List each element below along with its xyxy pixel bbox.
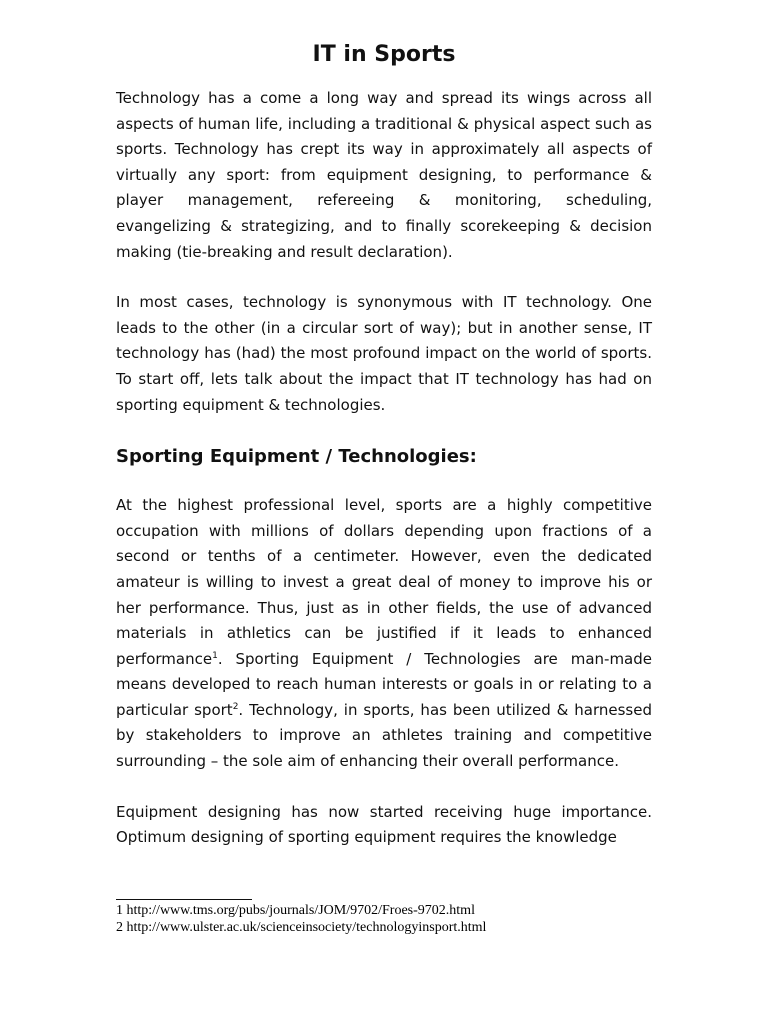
it-technology-paragraph: In most cases, technology is synonymous with IT technology. One leads to the other (in a circular sort of way); but in another sense, IT technology has (had) the most profound impact on the world of sports. To start off, lets talk about the impact that IT technology has had on sporting equipment & technologies. bbox=[116, 293, 652, 414]
footnotes bbox=[116, 902, 656, 936]
document-title: IT in Sports bbox=[312, 42, 456, 67]
sporting-equipment-paragraph bbox=[116, 493, 652, 775]
section-heading-sporting-equipment: Sporting Equipment / Technologies: bbox=[116, 446, 477, 468]
footnote-separator bbox=[116, 899, 252, 900]
footnote-2: 2 http://www.ulster.ac.uk/scienceinsociety/technologyinsport.html bbox=[116, 920, 487, 935]
footnote-ref-2: 2 bbox=[232, 701, 239, 712]
paragraph-text: At the highest professional level, sports are a highly competitive occupation with millions of dollars depending upon fractions of a second or tenths of a centimeter. However, even the dedicated amateur is willing to invest a great deal of money to improve his or her performance. Thus, just as in other fields, the use of advanced materials in athletics can be justified if it leads to enhanced performance bbox=[116, 496, 652, 668]
paragraph-text: . Sporting Equipment / Technologies are man-made means developed to reach human interests or goals in or relating to a particular sport bbox=[116, 649, 652, 719]
paragraph-text: . Technology, in sports, has been utilized & harnessed by stakeholders to improve an athletes training and competitive surrounding – the sole aim of enhancing their overall performance. bbox=[116, 700, 652, 771]
footnote-1: 1 http://www.tms.org/pubs/journals/JOM/9702/Froes-9702.html bbox=[116, 903, 475, 918]
equipment-designing-paragraph: Equipment designing has now started receiving huge importance. Optimum designing of sporting equipment requires the knowledge bbox=[116, 802, 652, 847]
footnote-ref-1: 1 bbox=[212, 650, 218, 661]
intro-paragraph: Technology has a come a long way and spread its wings across all aspects of human life, including a traditional & physical aspect such as sports. Technology has crept its way in approximately all aspects of virtually any sport: from equipment designing, to performance & player management, refereeing & monitoring, scheduling, evangelizing & strategizing, and to finally scorekeeping & decision making (tie-breaking and result declaration). bbox=[116, 89, 652, 261]
